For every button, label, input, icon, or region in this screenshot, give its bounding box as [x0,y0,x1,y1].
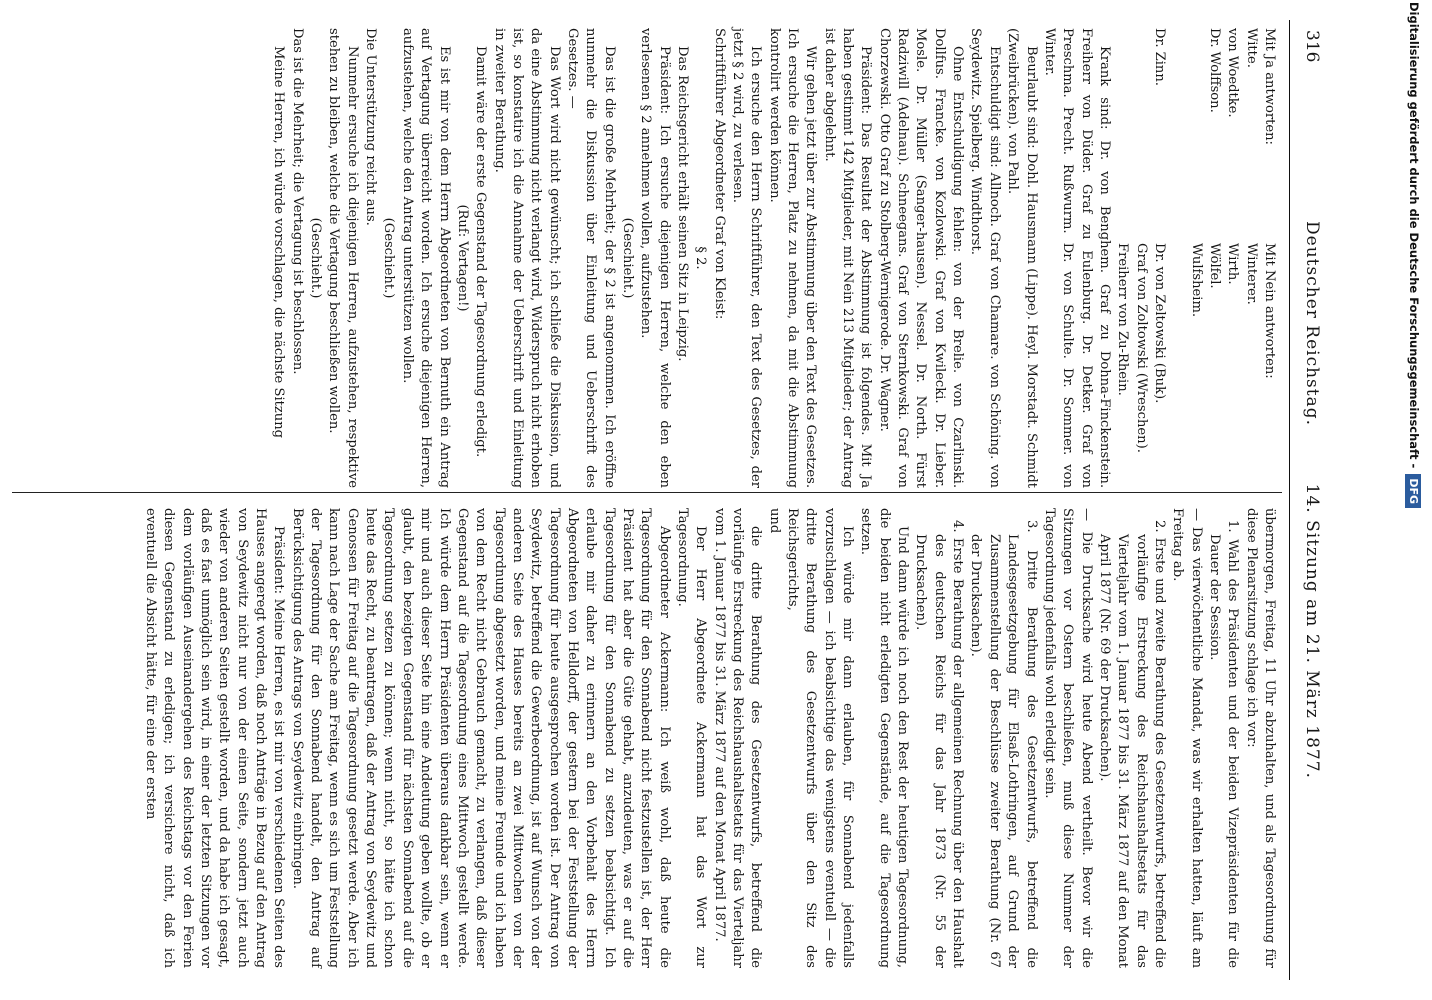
page-header [1292,0,1322,1000]
header-left-title: Deutscher Reichstag. [1302,221,1322,427]
agenda-item: 3. Dritte Berathung des Gesetzentwurfs, betreffend die Landesgesetzgebung für Elsaß-Lothringen, auf Grund der Zusammenstellung der Beschlüsse zweiter Berathung (Nr. 67 der Drucksachen). [968,520,1039,968]
no-list [1113,243,1278,488]
paragraph-resultat: Präsident: Das Resultat der Abstimmung ist folgendes. Mit Ja haben gestimmt 142 Mitglieder, mit Nein 213 Mitglieder; der Antrag ist daher abgelehnt. [821,28,874,488]
paragraph: Das Reichsgericht erhält seinen Sitz in Leipzig. [675,46,690,362]
no-name: Freiherr von Zu-Rhein. [1115,243,1131,396]
paragraph: Das ist die große Mehrheit; der § 2 ist angenommen. Ich eröffne nunmehr die Diskussion über Einleitung und Ueberschrift des Gesetzes. — [564,28,617,488]
page-number: 316 [1302,30,1322,63]
no-name: Dr. von Zeltowski (Buk). [1151,243,1167,404]
paragraph: Meine Herren, ich würde vorschlagen, die nächste Sitzung [271,46,287,439]
agenda-item: 4. Erste Berathung der allgemeinen Rechnung über den Haushalt des deutschen Reichs für das Jahr 1873 (Nr. 55 der Drucksachen). [913,520,966,968]
paragraph: Die Unterstützung reicht aus. [363,28,379,226]
paragraph-schriftfuehrer: Schriftführer Abgeordneter Graf von Kleist: [711,28,727,320]
dfg-logo: DFG [1406,474,1422,508]
paragraph-krank: Krank sind: Dr. von Benghem. Graf zu Dohna-Finckenstein. Freiherr von Düder. Graf zu Eulenburg. Dr. Detker. Graf von Preschma. Precht. Rußwurm. Dr. von Schulte. Dr. Sommer. von Winter. [1041,28,1112,488]
paragraph: Und dann würde ich noch den Rest der heutigen Tagesordnung, die beiden nicht erledigten Gegenstände, auf die Tagesordnung setzen. [858,508,911,968]
agenda-item: 2. Erste und zweite Berathung des Gesetzentwurfs, betreffend die vorläufige Erstreckung des Reichshaushaltsetats für das Vierteljahr vom 1. Januar 1877 bis 31. März 1877 auf den Monat April 1877 (Nr. 69 der Drucksachen). [1096,520,1167,968]
dfg-credit-text: Digitalisierung gefördert durch die Deutsche Forschungsgemeinschaft - [1407,2,1421,469]
paragraph-praesident: Präsident: Meine Herren, es ist mir von verschiedenen Seiten des Hauses angeregt worden, daß noch Anträge in Bezug auf den Antrag von Seydewitz nicht nur von der einen Seite, sondern jetzt auch wieder von anderen Seiten gestellt worden, und da habe ich gesagt, daß es fast unmöglich sein wird, in einer der letzten Sitzungen vor dem vorläufigen Auseinandergehen des Reichstags vor den Ferien diesen Gegenstand zu erledigen; ich versichere nicht, daß ich eventuell die Absicht hätte, für eine der ersten [143,508,287,968]
yes-heading: Mit Ja antworten: [1262,28,1277,145]
yes-name: Witte. [1243,28,1259,68]
paragraph: Das Wort wird nicht gewünscht; ich schließe die Diskussion, und da eine Abstimmung nicht verlangt wird, Widerspruch nicht erhoben ist, so konstatire ich die Annahme der Ueberschrift und Einleitung in zweiter Berathung. [491,28,562,488]
dfg-sidebar [1400,2,1430,998]
running-title [1302,0,1322,1000]
no-heading: Mit Nein antworten: [1262,243,1277,379]
paragraph-ackermann: Abgeordneter Ackermann: Ich weiß wohl, daß heute die Tagesordnung für den Sonnabend nicht festzustellen ist, der Herr Präsident hat aber die Güte gehabt, anzudeuten, was er auf die Tagesordnung für den Sonnabend zu setzen beabsichtigt. Ich erlaube mir daher zu erinnern an den Vorbehalt des Herrn Abgeordneten von Helldorff, der gestern bei der Feststellung der Tagesordnung für heute ausgesprochen worden ist. Der Antrag von Seydewitz, betreffend die Gewerbeordnung, ist auf Wunsch von der anderen Seite des Hauses bereits an zwei Mittwochen von der Tagesordnung abgesetzt worden, und meine Freunde und ich haben von dem Recht nicht Gebrauch gemacht, zu verlangen, daß dieser Gegenstand auf die Tagesordnung eines Mittwoch gestellt werde. Ich würde dem Herrn Präsidenten überaus dankbar sein, wenn er mir und auch dieser Seite hin eine Andeutung geben wollte, ob er glaubt, den bezeigten Gegenstand für nächsten Sonnabend auf die Tagesordnung setzen zu können; wenn nicht, so hätte ich schon heute das Recht, zu beantragen, daß der Antrag von Seydewitz und Genossen für Freitag auf die Tagesordnung gesetzt werde. Aber ich kann nach Lage der Sache am Freitag, wenn es sich um Feststellung der Tagesordnung für den Sonnabend handelt, den Antrag auf Berücksichtigung des Antrags von Seydewitz einbringen. [289,508,672,968]
paragraph: übermorgen, Freitag, 11 Uhr abzuhalten, und als Tagesordnung für diese Plenarsitzung schlage ich vor: [1243,508,1277,968]
header-session: 14. Sitzung am 21. März 1877. [1302,483,1322,779]
stage-direction: (Geschieht.) [308,217,324,299]
column-divider [12,492,1282,493]
header-rule [1289,20,1290,980]
stage-direction: (Geschieht.) [619,217,635,299]
left-column [269,28,1278,488]
paragraph: Nunmehr ersuche ich diejenigen Herren, aufzustehen, respektive stehen zu bleiben, welche die Vertagung beschließen wollen. [326,28,360,488]
paragraph: — Das vierwöchentliche Mandat, was wir erhalten hatten, läuft am Freitag ab. [1170,508,1204,968]
yes-name: Dr. Zinn. [1151,28,1167,86]
paragraph-entschuldigt: Entschuldigt sind: Allnoch. Graf von Chamare. von Schöning. von Seydewitz. Spielberg. Windthorst. [968,28,1002,488]
no-name: Winterer. [1243,243,1259,305]
paragraph: Ich würde mir dann erlauben, für Sonnabend jedenfalls vorzuschlagen — ich beabsichtige das wenigstens eventuell — die dritte Berathung des Gesetzentwurfs über den Sitz des Reichsgerichts, [785,508,856,968]
paragraph: Das ist die Mehrheit; die Vertagung ist beschlossen. [289,28,305,375]
paragraph: Damit wäre der erste Gegenstand der Tagesordnung erledigt. [473,46,489,458]
yes-list [1113,28,1278,243]
paragraph: Ich ersuche den Herrn Schriftführer, den Text des Gesetzes, der jetzt § 2 wird, zu verlesen. [730,28,764,488]
agenda-item: 1. Wahl des Präsidenten und der beiden Vizepräsidenten für die Dauer der Session. [1206,520,1241,968]
stage-direction: (Ruf: Vertagen!) [454,204,470,312]
yes-name: Dr. Wolffson. [1206,28,1222,113]
paragraph-ohne-entschuldigung: Ohne Entschuldigung fehlen: von der Brelie. von Czarlinski. Dollfus. Francke. von Kozlowski. Graf von Kwilecki. Dr. Lieber. Mosle. Dr. Müller (Sanger-hausen). Nessel. Dr. North. Fürst Radziwill (Adelnau). Schneegans. Graf von Sternkowski. Graf von Chorzewski. Otto Graf zu Stolberg-Wernigerode. Dr. Wagner. [876,28,966,488]
no-name: Wirth. [1225,243,1241,285]
stage-direction: (Geschieht.) [381,217,397,299]
paragraph: — Die Drucksache wird heute Abend vertheilt. Bevor wir die Sitzungen vor Ostern beschließen, muß diese Nummer der Tagesordnung jedenfalls wohl erledigt sein. [1041,508,1094,968]
paragraph: Der Herr Abgeordnete Ackermann hat das Wort zur Tagesordnung. [675,508,709,968]
paragraph: Es ist mir von dem Herrn Abgeordneten von Bernuth ein Antrag auf Vertagung überreicht worden. Ich ersuche diejenigen Herren, aufzustehen, welche den Antrag unterstützen wollen. [399,28,452,488]
right-column [141,508,1278,968]
no-name: Wölfel. [1206,243,1222,289]
section-number: § 2. [693,246,709,270]
yes-name: von Woedtke. [1225,28,1241,118]
paragraph-praesident: Präsident: Ich ersuche diejenigen Herren, welche den eben verlesenen § 2 annehmen wollen, aufzustehen. [638,28,672,488]
dfg-credit [1399,2,1429,998]
no-name: Wulfsheim. [1188,243,1204,318]
no-name: Graf von Zoltowski (Wreschen). [1133,243,1149,453]
vote-lists [1113,28,1278,488]
paragraph-beurlaubt: Beurlaubt sind: Dohl. Hausmann (Lippe). Heyl. Morstadt. Schmidt (Zweibrücken). von Pahl. [1005,28,1039,488]
paragraph: die dritte Berathung des Gesetzentwurfs, betreffend die vorläufige Erstreckung des Reichshaushaltsetats für das Vierteljahr vom 1. Januar 1877 bis 31. März 1877 auf den Monat April 1877. [711,508,764,968]
paragraph: und [766,508,782,534]
paragraph: Wir gehen jetzt über zur Abstimmung über den Text des Gesetzes. Ich ersuche die Herren, Platz zu nehmen, da mit die Abstimmung kontrolirt werden können. [766,28,819,488]
